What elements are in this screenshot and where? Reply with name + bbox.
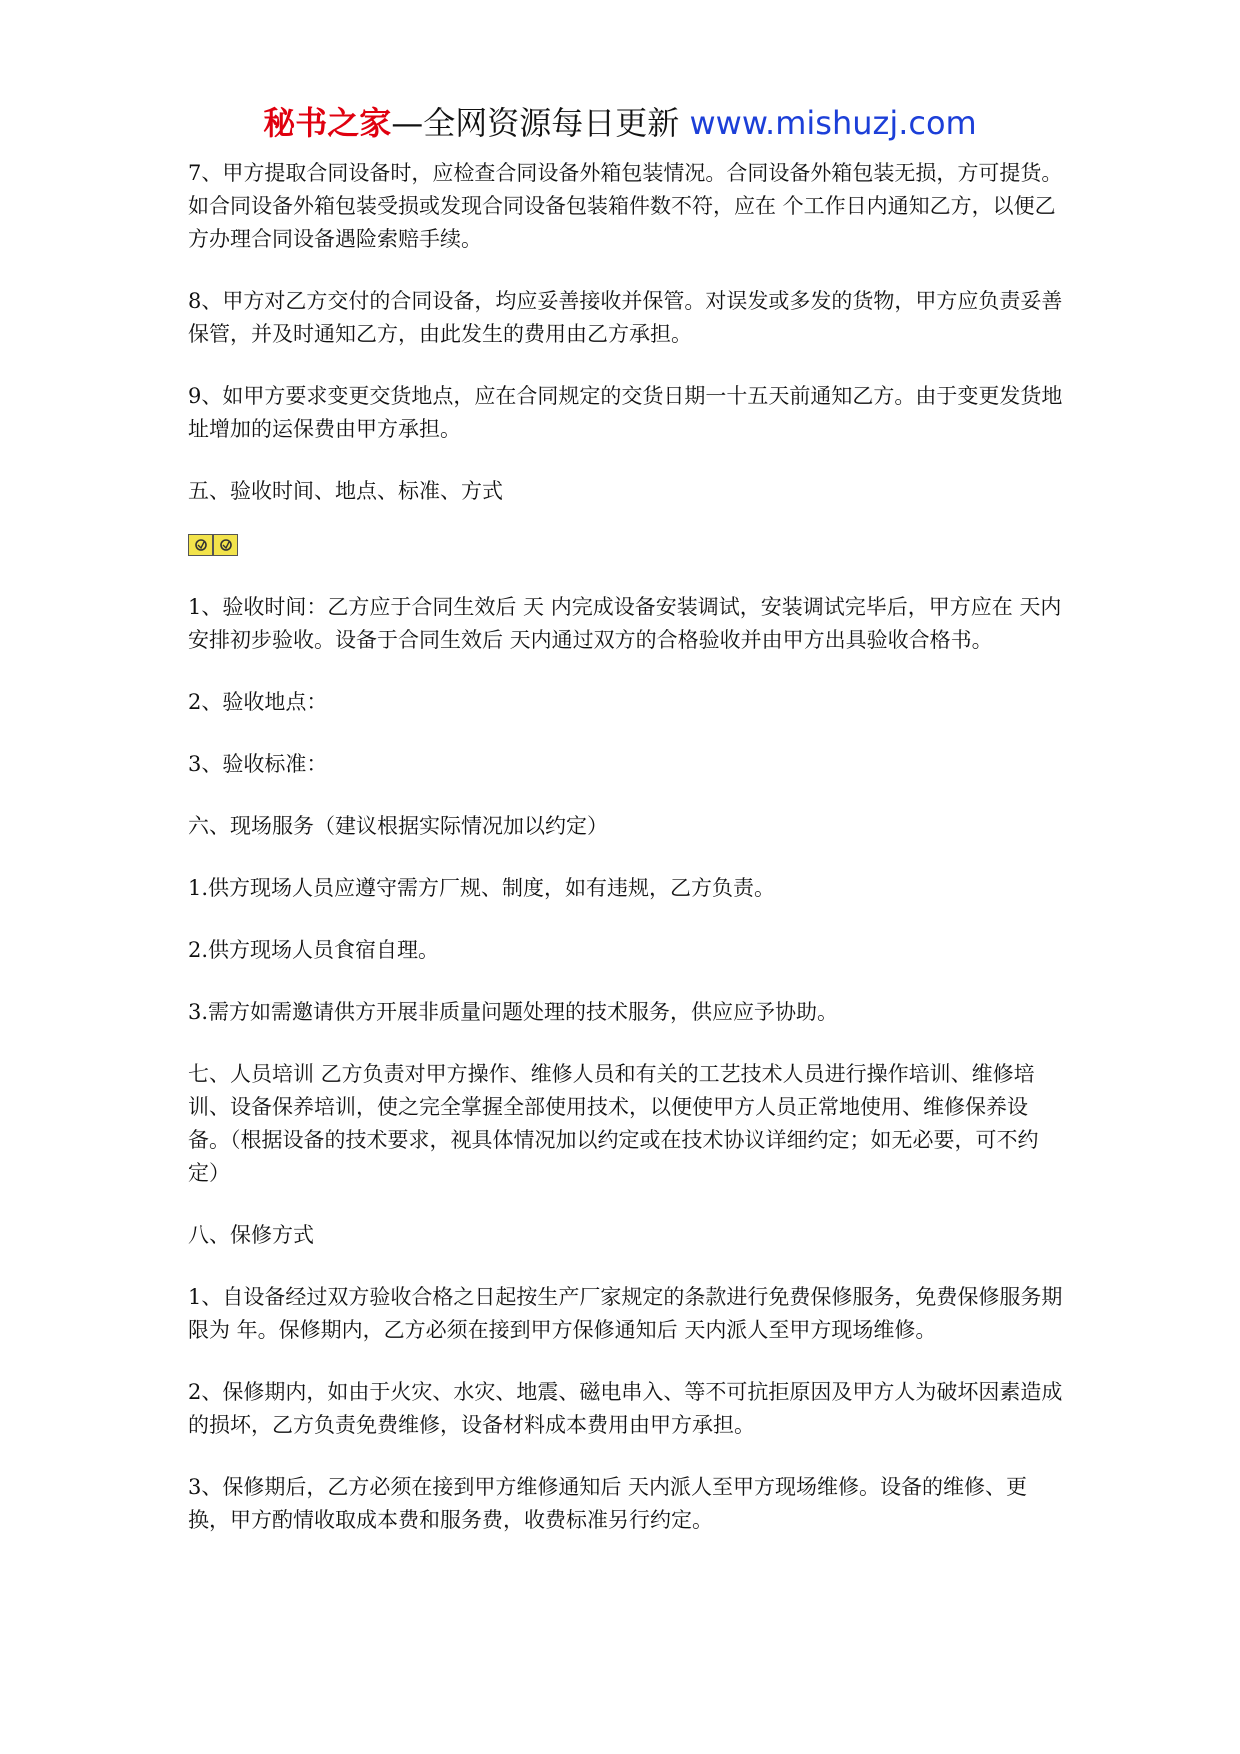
acceptance-item-1: 1、验收时间：乙方应于合同生效后 天 内完成设备安装调试，安装调试完毕后，甲方应在 天内安排初步验收。设备于合同生效后 天内通过双方的合格验收并由甲方出具验收合格书。 (188, 595, 1062, 652)
warranty-item-2: 2、保修期内，如由于火灾、水灾、地震、磁电串入、等不可抗拒原因及甲方人为破坏因素造成的损坏，乙方负责免费维修，设备材料成本费用由甲方承担。 (188, 1380, 1063, 1437)
acceptance-item-2: 2、验收地点： (188, 690, 328, 714)
clause-7: 7、甲方提取合同设备时，应检查合同设备外箱包装情况。合同设备外箱包装无损，方可提货。如合同设备外箱包装受损或发现合同设备包装箱件数不符，应在 个工作日内通知乙方，以便乙方办理合同设备遇险索赔手续。 (188, 161, 1063, 251)
service-item-2: 2.供方现场人员食宿自理。 (188, 938, 440, 962)
embedded-object-icons (188, 534, 1066, 558)
header-slogan: —全网资源每日更新 (391, 104, 680, 142)
signature-placeholder-icon (188, 534, 213, 556)
section-training: 七、人员培训 乙方负责对甲方操作、维修人员和有关的工艺技术人员进行操作培训、维修培训、设备保养培训，使之完全掌握全部使用技术，以便使甲方人员正常地使用、维修保养设备。（根据设备的技术要求，视具体情况加以约定或在技术协议详细约定；如无必要，可不约定） (188, 1062, 1039, 1185)
acceptance-item-3: 3、验收标准： (188, 752, 328, 776)
warranty-item-3: 3、保修期后，乙方必须在接到甲方维修通知后 天内派人至甲方现场维修。设备的维修、更换，甲方酌情收取成本费和服务费，收费标准另行约定。 (188, 1475, 1028, 1532)
service-item-1: 1.供方现场人员应遵守需方厂规、制度，如有违规，乙方负责。 (188, 876, 776, 900)
signature-placeholder-icon (213, 534, 238, 556)
section-heading-onsite-service: 六、现场服务（建议根据实际情况加以约定） (188, 814, 608, 838)
brand-name: 秘书之家 (263, 104, 392, 142)
site-header (0, 100, 1240, 146)
service-item-3: 3.需方如需邀请供方开展非质量问题处理的技术服务，供应应予协助。 (188, 1000, 839, 1024)
contract-body (188, 157, 1066, 1537)
section-heading-acceptance: 五、验收时间、地点、标准、方式 (188, 479, 503, 503)
section-heading-warranty: 八、保修方式 (188, 1223, 314, 1247)
clause-9: 9、如甲方要求变更交货地点，应在合同规定的交货日期一十五天前通知乙方。由于变更发货地址增加的运保费由甲方承担。 (188, 384, 1063, 441)
warranty-item-1: 1、自设备经过双方验收合格之日起按生产厂家规定的条款进行免费保修服务，免费保修服务期限为 年。保修期内，乙方必须在接到甲方保修通知后 天内派人至甲方现场维修。 (188, 1285, 1063, 1342)
clause-8: 8、甲方对乙方交付的合同设备，均应妥善接收并保管。对误发或多发的货物，甲方应负责妥善保管，并及时通知乙方，由此发生的费用由乙方承担。 (188, 289, 1063, 346)
site-url-link[interactable]: www.mishuzj.com (689, 104, 977, 142)
